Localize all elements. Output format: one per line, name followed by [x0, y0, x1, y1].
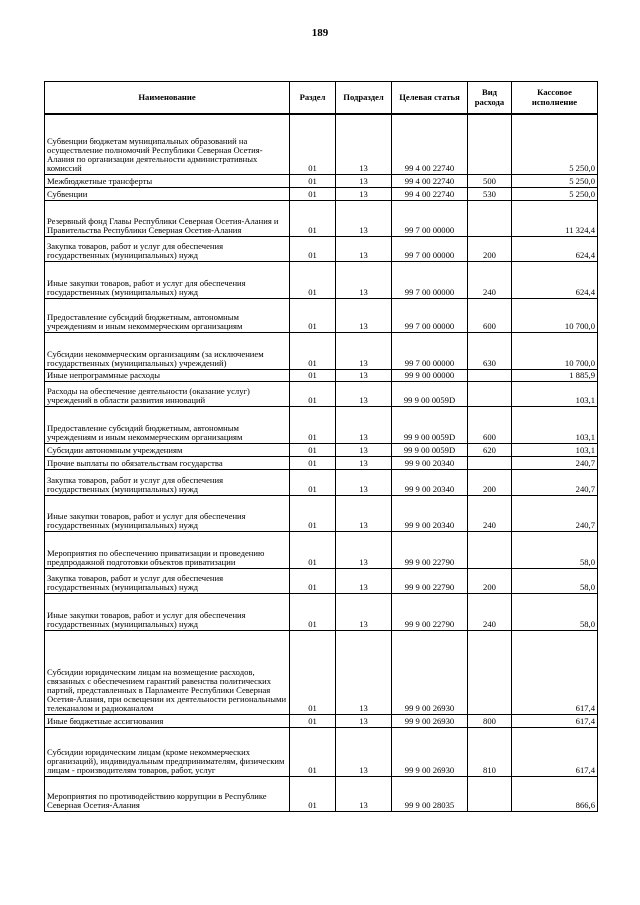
cell-name: Закупка товаров, работ и услуг для обеспечения государственных (муниципальных) нужд — [45, 469, 290, 495]
cell-cash-execution: 5 250,0 — [512, 114, 598, 174]
cell-expense-type: 600 — [468, 406, 512, 443]
cell-target-item: 99 9 00 26930 — [392, 630, 468, 714]
table-row — [45, 369, 598, 381]
cell-subsection: 13 — [336, 469, 392, 495]
cell-expense-type: 620 — [468, 443, 512, 456]
cell-cash-execution: 103,1 — [512, 406, 598, 443]
cell-section: 01 — [290, 714, 336, 727]
cell-expense-type: 500 — [468, 174, 512, 187]
cell-subsection: 13 — [336, 456, 392, 469]
cell-expense-type — [468, 630, 512, 714]
cell-target-item: 99 7 00 00000 — [392, 261, 468, 298]
column-header-subsection: Подраздел — [336, 82, 392, 115]
cell-target-item: 99 9 00 20340 — [392, 456, 468, 469]
cell-subsection: 13 — [336, 236, 392, 261]
cell-target-item: 99 4 00 22740 — [392, 187, 468, 200]
cell-expense-type — [468, 114, 512, 174]
cell-target-item: 99 9 00 00000 — [392, 369, 468, 381]
cell-subsection: 13 — [336, 593, 392, 630]
cell-target-item: 99 7 00 00000 — [392, 332, 468, 369]
cell-target-item: 99 9 00 26930 — [392, 727, 468, 776]
cell-expense-type: 200 — [468, 568, 512, 593]
column-header-expense-type: Вид расхода — [468, 82, 512, 115]
cell-section: 01 — [290, 630, 336, 714]
column-header-cash-execution: Кассовое исполнение — [512, 82, 598, 115]
table-row — [45, 568, 598, 593]
cell-section: 01 — [290, 381, 336, 406]
cell-target-item: 99 9 00 20340 — [392, 469, 468, 495]
cell-target-item: 99 9 00 0059D — [392, 443, 468, 456]
cell-target-item: 99 7 00 00000 — [392, 298, 468, 332]
cell-section: 01 — [290, 443, 336, 456]
cell-target-item: 99 9 00 0059D — [392, 381, 468, 406]
table-row — [45, 187, 598, 200]
table-row — [45, 114, 598, 174]
cell-target-item: 99 7 00 00000 — [392, 236, 468, 261]
column-header-target-item: Целевая статья — [392, 82, 468, 115]
cell-subsection: 13 — [336, 298, 392, 332]
column-header-name: Наименование — [45, 82, 290, 115]
cell-target-item: 99 9 00 22790 — [392, 593, 468, 630]
table-row — [45, 495, 598, 531]
table-row — [45, 406, 598, 443]
cell-cash-execution: 10 700,0 — [512, 298, 598, 332]
cell-target-item: 99 4 00 22740 — [392, 114, 468, 174]
cell-section: 01 — [290, 174, 336, 187]
table-row — [45, 332, 598, 369]
cell-name: Расходы на обеспечение деятельности (оказание услуг) учреждений в области развития инноваций — [45, 381, 290, 406]
cell-subsection: 13 — [336, 568, 392, 593]
cell-cash-execution: 617,4 — [512, 714, 598, 727]
cell-name: Субвенции бюджетам муниципальных образований на осуществление полномочий Республики Северная Осетия-Алания по организации деятельности административных комиссий — [45, 114, 290, 174]
cell-expense-type — [468, 381, 512, 406]
cell-name: Прочие выплаты по обязательствам государства — [45, 456, 290, 469]
cell-name: Иные бюджетные ассигнования — [45, 714, 290, 727]
cell-expense-type: 200 — [468, 236, 512, 261]
budget-execution-table — [44, 81, 598, 812]
cell-target-item: 99 7 00 00000 — [392, 200, 468, 236]
table-row — [45, 443, 598, 456]
cell-subsection: 13 — [336, 727, 392, 776]
table-row — [45, 174, 598, 187]
cell-cash-execution: 103,1 — [512, 443, 598, 456]
cell-name: Иные непрограммные расходы — [45, 369, 290, 381]
cell-name: Резервный фонд Главы Республики Северная Осетия-Алания и Правительства Республики Северная Осетия-Алания — [45, 200, 290, 236]
cell-section: 01 — [290, 369, 336, 381]
cell-expense-type: 240 — [468, 261, 512, 298]
cell-target-item: 99 9 00 22790 — [392, 531, 468, 568]
cell-section: 01 — [290, 568, 336, 593]
cell-name: Закупка товаров, работ и услуг для обеспечения государственных (муниципальных) нужд — [45, 568, 290, 593]
cell-cash-execution: 58,0 — [512, 568, 598, 593]
cell-section: 01 — [290, 456, 336, 469]
cell-cash-execution: 1 885,9 — [512, 369, 598, 381]
cell-cash-execution: 5 250,0 — [512, 187, 598, 200]
cell-section: 01 — [290, 298, 336, 332]
cell-section: 01 — [290, 727, 336, 776]
cell-name: Предоставление субсидий бюджетным, автономным учреждениям и иным некоммерческим организациям — [45, 298, 290, 332]
cell-cash-execution: 240,7 — [512, 495, 598, 531]
cell-subsection: 13 — [336, 369, 392, 381]
cell-expense-type: 630 — [468, 332, 512, 369]
cell-subsection: 13 — [336, 187, 392, 200]
cell-cash-execution: 617,4 — [512, 630, 598, 714]
cell-section: 01 — [290, 531, 336, 568]
cell-subsection: 13 — [336, 630, 392, 714]
table-body — [45, 114, 598, 811]
cell-subsection: 13 — [336, 443, 392, 456]
page-number: 189 — [311, 27, 329, 39]
cell-name: Иные закупки товаров, работ и услуг для обеспечения государственных (муниципальных) нужд — [45, 261, 290, 298]
cell-cash-execution: 624,4 — [512, 236, 598, 261]
table-row — [45, 236, 598, 261]
table-row — [45, 531, 598, 568]
cell-subsection: 13 — [336, 332, 392, 369]
cell-cash-execution: 11 324,4 — [512, 200, 598, 236]
cell-name: Субсидии юридическим лицам (кроме некоммерческих организаций), индивидуальным предпринимателям, физическим лицам - производителям товаров, работ, услуг — [45, 727, 290, 776]
cell-name: Межбюджетные трансферты — [45, 174, 290, 187]
cell-subsection: 13 — [336, 174, 392, 187]
cell-expense-type: 530 — [468, 187, 512, 200]
table-row — [45, 298, 598, 332]
cell-expense-type — [468, 200, 512, 236]
cell-subsection: 13 — [336, 200, 392, 236]
table-row — [45, 261, 598, 298]
cell-expense-type: 240 — [468, 495, 512, 531]
cell-section: 01 — [290, 114, 336, 174]
cell-expense-type: 200 — [468, 469, 512, 495]
cell-subsection: 13 — [336, 406, 392, 443]
cell-name: Субсидии некоммерческим организациям (за исключением государственных (муниципальных) учреждений) — [45, 332, 290, 369]
cell-name: Мероприятия по противодействию коррупции в Республике Северная Осетия-Алания — [45, 776, 290, 811]
cell-subsection: 13 — [336, 261, 392, 298]
cell-name: Субвенции — [45, 187, 290, 200]
cell-expense-type: 810 — [468, 727, 512, 776]
cell-cash-execution: 58,0 — [512, 593, 598, 630]
cell-name: Субсидии автономным учреждениям — [45, 443, 290, 456]
cell-section: 01 — [290, 200, 336, 236]
cell-name: Закупка товаров, работ и услуг для обеспечения государственных (муниципальных) нужд — [45, 236, 290, 261]
cell-section: 01 — [290, 187, 336, 200]
cell-target-item: 99 4 00 22740 — [392, 174, 468, 187]
cell-cash-execution: 58,0 — [512, 531, 598, 568]
cell-cash-execution: 5 250,0 — [512, 174, 598, 187]
cell-cash-execution: 240,7 — [512, 456, 598, 469]
cell-section: 01 — [290, 776, 336, 811]
cell-subsection: 13 — [336, 531, 392, 568]
cell-expense-type — [468, 531, 512, 568]
table-row — [45, 630, 598, 714]
cell-cash-execution: 103,1 — [512, 381, 598, 406]
cell-subsection: 13 — [336, 776, 392, 811]
cell-target-item: 99 9 00 0059D — [392, 406, 468, 443]
table-row — [45, 200, 598, 236]
cell-cash-execution: 10 700,0 — [512, 332, 598, 369]
cell-subsection: 13 — [336, 495, 392, 531]
table-row — [45, 456, 598, 469]
cell-expense-type: 800 — [468, 714, 512, 727]
table-row — [45, 381, 598, 406]
cell-target-item: 99 9 00 28035 — [392, 776, 468, 811]
cell-section: 01 — [290, 261, 336, 298]
cell-cash-execution: 866,6 — [512, 776, 598, 811]
table-row — [45, 727, 598, 776]
cell-name: Предоставление субсидий бюджетным, автономным учреждениям и иным некоммерческим организациям — [45, 406, 290, 443]
cell-subsection: 13 — [336, 114, 392, 174]
table-row — [45, 593, 598, 630]
cell-cash-execution: 240,7 — [512, 469, 598, 495]
cell-section: 01 — [290, 593, 336, 630]
cell-section: 01 — [290, 495, 336, 531]
cell-section: 01 — [290, 406, 336, 443]
cell-section: 01 — [290, 236, 336, 261]
cell-cash-execution: 624,4 — [512, 261, 598, 298]
cell-subsection: 13 — [336, 714, 392, 727]
table-row — [45, 776, 598, 811]
cell-name: Субсидии юридическим лицам на возмещение расходов, связанных с обеспечением гарантий равенства политических партий, представленных в Парламенте Республики Северная Осетия-Алания, при освещении их деятельности региональными телеканалом и радиоканалом — [45, 630, 290, 714]
cell-section: 01 — [290, 469, 336, 495]
cell-expense-type: 600 — [468, 298, 512, 332]
cell-target-item: 99 9 00 26930 — [392, 714, 468, 727]
column-header-section: Раздел — [290, 82, 336, 115]
table-row — [45, 714, 598, 727]
table-row — [45, 469, 598, 495]
cell-name: Иные закупки товаров, работ и услуг для обеспечения государственных (муниципальных) нужд — [45, 495, 290, 531]
cell-expense-type — [468, 776, 512, 811]
cell-section: 01 — [290, 332, 336, 369]
cell-expense-type: 240 — [468, 593, 512, 630]
cell-target-item: 99 9 00 22790 — [392, 568, 468, 593]
cell-expense-type — [468, 369, 512, 381]
table-header-row — [45, 82, 598, 115]
cell-target-item: 99 9 00 20340 — [392, 495, 468, 531]
cell-name: Мероприятия по обеспечению приватизации и проведению предпродажной подготовки объектов приватизации — [45, 531, 290, 568]
cell-name: Иные закупки товаров, работ и услуг для обеспечения государственных (муниципальных) нужд — [45, 593, 290, 630]
cell-cash-execution: 617,4 — [512, 727, 598, 776]
cell-subsection: 13 — [336, 381, 392, 406]
cell-expense-type — [468, 456, 512, 469]
